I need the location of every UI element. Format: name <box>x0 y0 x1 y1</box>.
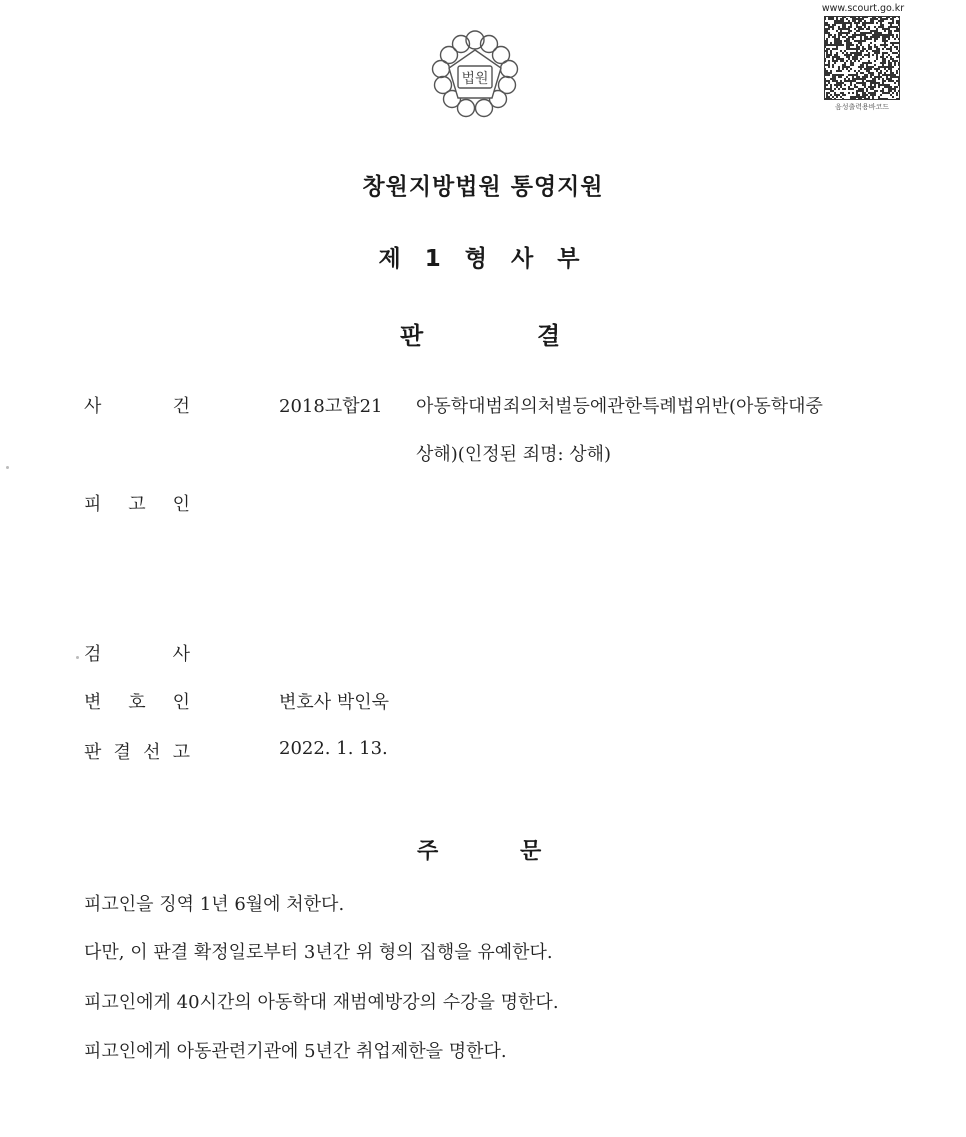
defendant-label: 피 고 인 <box>84 494 190 515</box>
scan-speck <box>76 656 79 659</box>
case-label: 사 건 <box>84 396 190 417</box>
court-seal <box>425 28 525 122</box>
case-name-line1: 아동학대범죄의처벌등에관한특례법위반(아동학대중 <box>416 396 823 417</box>
division-name: 제 1 형 사 부 <box>378 246 588 272</box>
order-line-1: 피고인을 징역 1년 6월에 처한다. <box>84 894 345 915</box>
defense-counsel-label: 변 호 인 <box>84 692 190 713</box>
judgment-title-char1: 판 <box>400 322 424 350</box>
judgment-title-char2: 결 <box>537 322 561 350</box>
defense-counsel-name: 변호사 박인욱 <box>279 692 390 713</box>
qr-code <box>824 16 900 100</box>
sentencing-date: 2022. 1. 13. <box>279 738 388 759</box>
sentencing-date-label: 판 결 선 고 <box>84 742 190 763</box>
case-name-line2: 상해)(인정된 죄명: 상해) <box>416 444 612 465</box>
order-line-4: 피고인에게 아동관련기관에 5년간 취업제한을 명한다. <box>84 1041 507 1062</box>
order-title-char1: 주 <box>417 839 439 864</box>
seal-text: 법원 <box>461 71 489 87</box>
prosecutor-label: 검 사 <box>84 644 190 665</box>
order-line-2: 다만, 이 판결 확정일로부터 3년간 위 형의 집행을 유예한다. <box>84 942 553 963</box>
qr-caption: 음성출력용바코드 <box>834 103 890 111</box>
order-line-3: 피고인에게 40시간의 아동학대 재범예방강의 수강을 명한다. <box>84 992 559 1013</box>
order-title-char2: 문 <box>520 839 542 864</box>
qr-url: www.scourt.go.kr <box>821 3 905 14</box>
scan-speck <box>6 466 9 469</box>
court-name: 창원지방법원 통영지원 <box>362 174 604 200</box>
case-number: 2018고합21 <box>279 396 383 417</box>
